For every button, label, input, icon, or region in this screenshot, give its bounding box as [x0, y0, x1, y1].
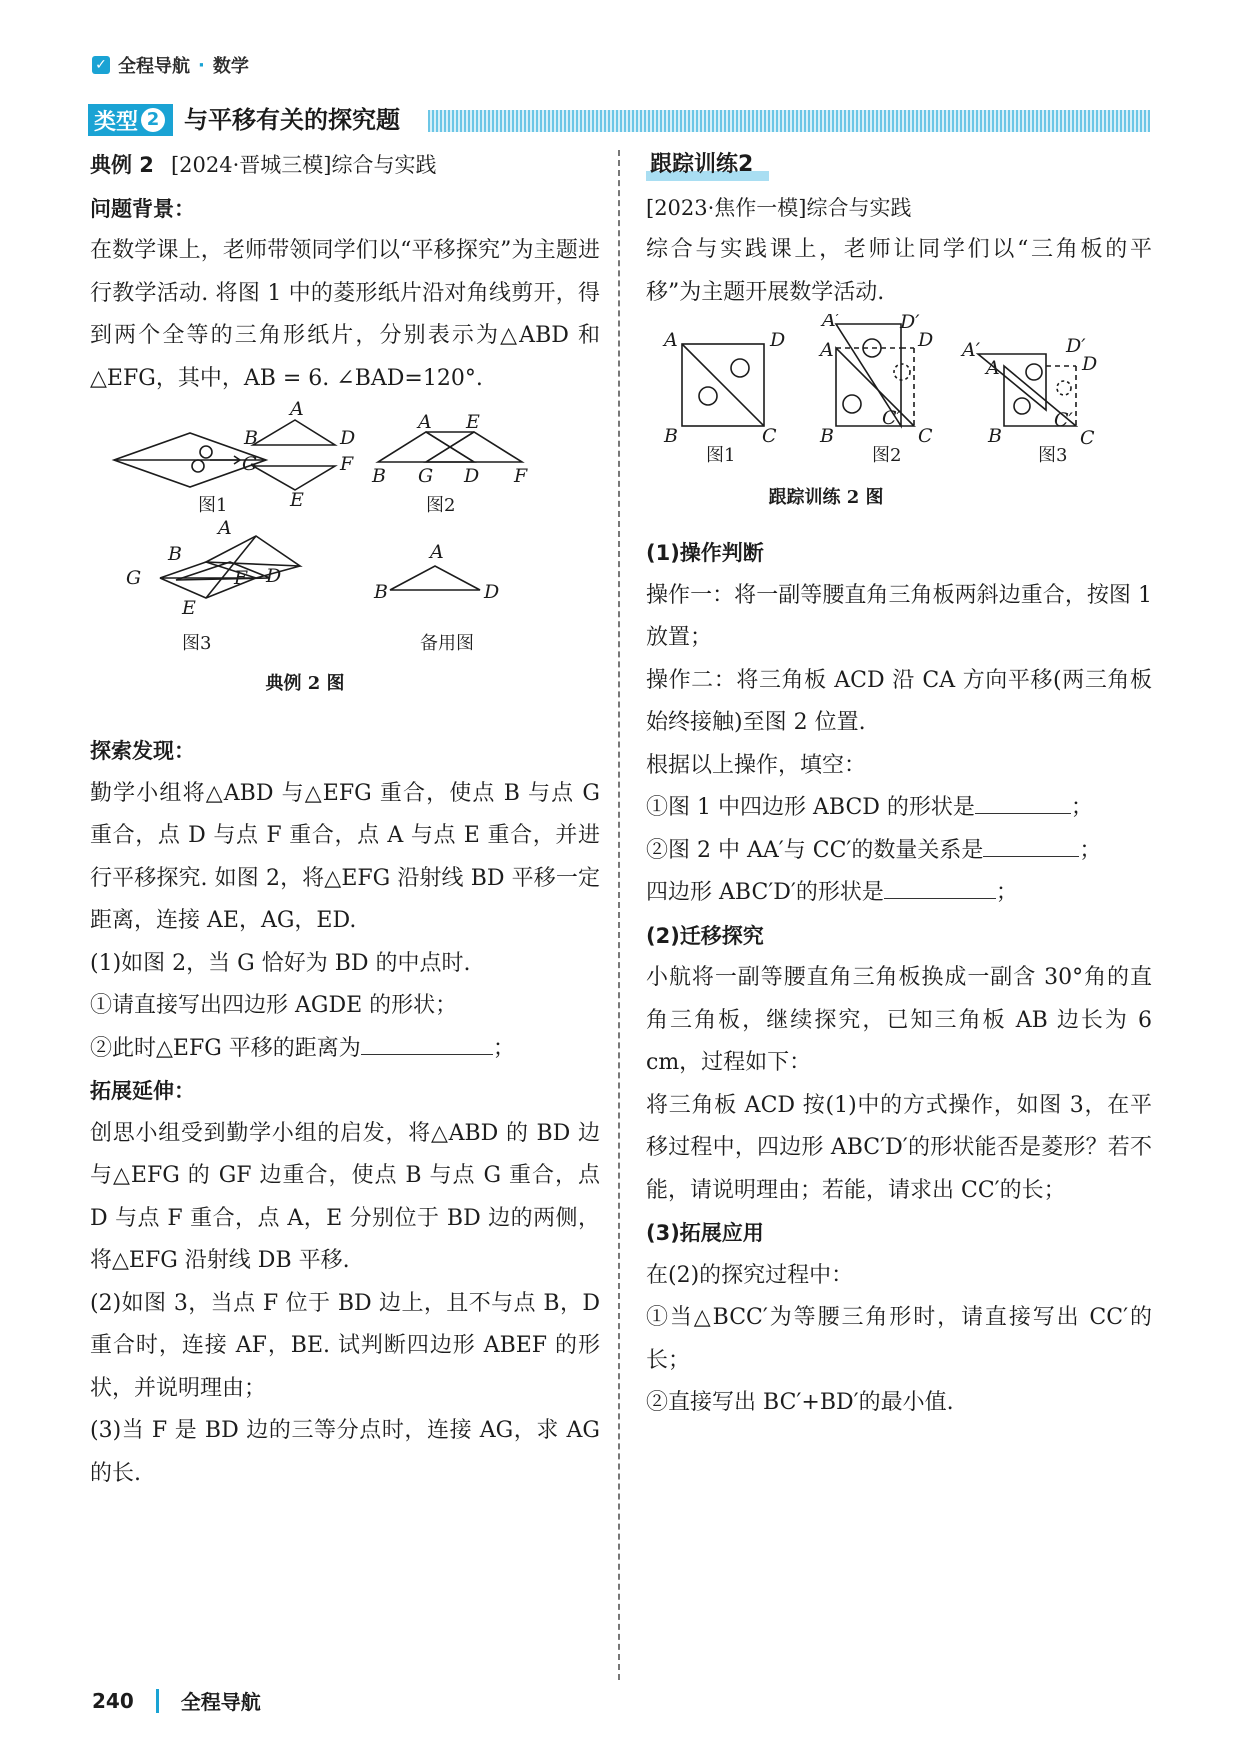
question-3: (3)当 F 是 BD 边的三等分点时，连接 AG，求 AG 的长.: [90, 1418, 600, 1486]
footer-divider: [156, 1689, 159, 1713]
fill-2: [646, 830, 1152, 873]
example-figures: [90, 400, 600, 730]
svg-text:B: B: [988, 425, 1002, 447]
example-source: [2024·晋城三模]综合与实践: [170, 153, 437, 177]
part2-text-1: 小航将一副等腰直角三角板换成一副含 30°角的直角三角板，继续探究，已知三角板 AB 边长为 6 cm，过程如下：: [646, 965, 1152, 1075]
svg-text:A: A: [290, 400, 304, 420]
example-column: [90, 144, 600, 1495]
svg-text:E: E: [290, 489, 304, 511]
book-title: 全程导航: [118, 56, 190, 77]
fill-2-end: ；: [1079, 837, 1102, 863]
answer-blank: [975, 789, 1071, 814]
background-title: 问题背景：: [90, 196, 195, 221]
svg-text:D: D: [266, 565, 282, 587]
svg-text:G: G: [242, 453, 258, 475]
training-column: [646, 144, 1152, 1425]
svg-text:A: A: [664, 329, 678, 351]
fig1-triangle-efg: [253, 466, 335, 490]
svg-text:A: A: [430, 541, 444, 563]
page-footer: [92, 1686, 261, 1715]
svg-text:D: D: [770, 329, 786, 351]
running-header: [92, 52, 249, 78]
subject-title: 数学: [212, 56, 249, 77]
fill-1-end: ；: [1070, 795, 1093, 820]
svg-text:F: F: [514, 465, 528, 487]
svg-text:B: B: [372, 465, 386, 487]
question-1b-end: ；: [492, 1035, 515, 1061]
fill-3-text: 四边形 ABC′D′的形状是: [646, 880, 884, 905]
training-label: 跟踪训练2: [646, 144, 757, 187]
fig2-triangle-abc: [836, 348, 914, 426]
spare-figure-label: 备用图: [420, 633, 474, 654]
fig2-triangle-efg: [426, 432, 522, 462]
answer-blank: [361, 1030, 493, 1055]
background-text: 在数学课上，老师带领同学们以“平移探究”为主题进行教学活动. 将图 1 中的菱形纸片沿对角线剪开，得到两个全等的三角形纸片，分别表示为△ABD 和△EFG，其中，AB = 6. ∠BAD=120°.: [90, 238, 600, 391]
fig1-label: 图1: [198, 495, 228, 516]
scissors-icon: [192, 460, 204, 472]
fig3-label: 图3: [182, 633, 212, 654]
fill-1: [646, 787, 1152, 830]
part2-title: (2)迁移探究: [646, 923, 764, 948]
section-title: 与平移有关的探究题: [184, 104, 408, 136]
part3-title: (3)拓展应用: [646, 1221, 764, 1245]
part1-title: (1)操作判断: [646, 541, 764, 565]
svg-text:B: B: [664, 425, 678, 447]
badge-label: 类型: [94, 109, 139, 135]
svg-text:C: C: [1080, 427, 1095, 449]
question-1b-text: ②此时△EFG 平移的距离为: [90, 1035, 361, 1061]
training-figures: [646, 314, 1152, 532]
fill-instruction: 根据以上操作，填空：: [646, 752, 867, 778]
part2-text-2: 将三角板 ACD 按(1)中的方式操作，如图 3，在平移过程中，四边形 ABC′D′的形状能否是菱形？若不能，请说明理由；若能，请求出 CC′的长；: [646, 1092, 1152, 1203]
fill-3: [646, 872, 1152, 915]
svg-text:D: D: [1082, 353, 1098, 375]
svg-text:E: E: [466, 411, 480, 433]
check-icon: ✓: [92, 56, 110, 74]
section-heading: [88, 104, 1150, 136]
svg-text:F: F: [340, 453, 354, 475]
fig1-triangle-abd: [253, 420, 335, 445]
training-source: [2023·焦作一模]综合与实践: [646, 195, 912, 220]
svg-text:A′: A′: [962, 339, 981, 361]
decorative-stripes: [428, 110, 1150, 132]
svg-text:C: C: [918, 425, 933, 447]
svg-text:A: A: [218, 517, 232, 539]
extension-text: 创思小组受到勤学小组的启发，将△ABD 的 BD 边与△EFG 的 GF 边重合，使点 B 与点 G 重合，点 D 与点 F 重合，点 A，E 分别位于 BD 边的两侧，将△EFG 沿射线 DB 平移.: [90, 1120, 600, 1273]
fill-1-text: ①图 1 中四边形 ABCD 的形状是: [646, 795, 975, 820]
svg-text:D: D: [918, 329, 934, 351]
question-1a: ①请直接写出四边形 AGDE 的形状；: [90, 993, 458, 1018]
svg-text:D: D: [340, 427, 356, 449]
svg-text:F: F: [234, 567, 248, 589]
svg-text:C′: C′: [1054, 409, 1073, 431]
explore-text: 勤学小组将△ABD 与△EFG 重合，使点 B 与点 G 重合，点 D 与点 F 重合，点 A 与点 E 重合，并进行平移探究. 如图 2，将△EFG 沿射线 BD 平移一定距离，连接 AE，AG，ED.: [90, 780, 600, 933]
answer-blank: [884, 874, 996, 899]
svg-text:B: B: [374, 581, 388, 603]
svg-text:C: C: [762, 425, 777, 447]
answer-blank: [983, 832, 1079, 857]
spare-triangle: [390, 566, 480, 590]
fill-2-text: ②图 2 中 AA′与 CC′的数量关系是: [646, 837, 984, 863]
extension-title: 拓展延伸：: [90, 1079, 195, 1103]
svg-text:D: D: [484, 581, 500, 603]
operation-1: 操作一：将一副等腰直角三角板两斜边重合，按图 1 放置；: [646, 582, 1152, 650]
svg-text:B: B: [244, 427, 258, 449]
svg-text:B: B: [820, 425, 834, 447]
section-badge: [88, 104, 173, 136]
training-figure-caption: 跟踪训练 2 图: [768, 487, 884, 508]
training-intro: 综合与实践课上，老师让同学们以“三角板的平移”为主题开展数学活动.: [646, 237, 1152, 305]
footer-book-title: 全程导航: [180, 1690, 261, 1714]
svg-text:D′: D′: [1066, 335, 1086, 357]
example-heading: [90, 144, 600, 188]
question-1: (1)如图 2，当 G 恰好为 BD 的中点时.: [90, 950, 471, 976]
explore-title: 探索发现：: [90, 739, 195, 763]
fig2-label: 图2: [426, 495, 456, 516]
separator-dot: ·: [198, 54, 205, 76]
part3-text: 在(2)的探究过程中：: [646, 1262, 854, 1288]
svg-text:A′: A′: [822, 314, 841, 331]
svg-text:B: B: [168, 543, 182, 565]
svg-text:A: A: [820, 339, 834, 361]
training-fig2-label: 图2: [872, 445, 902, 466]
badge-number: 2: [141, 108, 165, 132]
example-label: 典例 2: [90, 153, 154, 177]
svg-text:D: D: [464, 465, 480, 487]
svg-text:A: A: [986, 357, 1000, 379]
part3-a: ①当△BCC′为等腰三角形时，请直接写出 CC′的长；: [646, 1305, 1152, 1373]
column-divider: [618, 150, 620, 1680]
training-heading: [646, 144, 1152, 187]
page-number: 240: [92, 1688, 134, 1713]
fig2-triangle-abd: [378, 432, 474, 462]
svg-text:G: G: [418, 465, 434, 487]
training-fig3-label: 图3: [1038, 445, 1068, 466]
svg-text:D′: D′: [900, 314, 920, 333]
training-fig1-label: 图1: [706, 445, 736, 466]
svg-text:E: E: [182, 597, 196, 619]
question-1b: [90, 1028, 600, 1071]
fill-3-end: ；: [995, 880, 1018, 905]
svg-text:A: A: [418, 411, 432, 433]
question-2: (2)如图 3，当点 F 位于 BD 边上，且不与点 B，D 重合时，连接 AF，BE. 试判断四边形 ABEF 的形状，并说明理由；: [90, 1290, 600, 1401]
svg-text:G: G: [126, 567, 142, 589]
example-figure-caption: 典例 2 图: [265, 673, 345, 694]
svg-text:C′: C′: [882, 407, 901, 429]
part3-b: ②直接写出 BC′+BD′的最小值.: [646, 1390, 954, 1415]
operation-2: 操作二：将三角板 ACD 沿 CA 方向平移(两三角板始终接触)至图 2 位置.: [646, 667, 1152, 735]
